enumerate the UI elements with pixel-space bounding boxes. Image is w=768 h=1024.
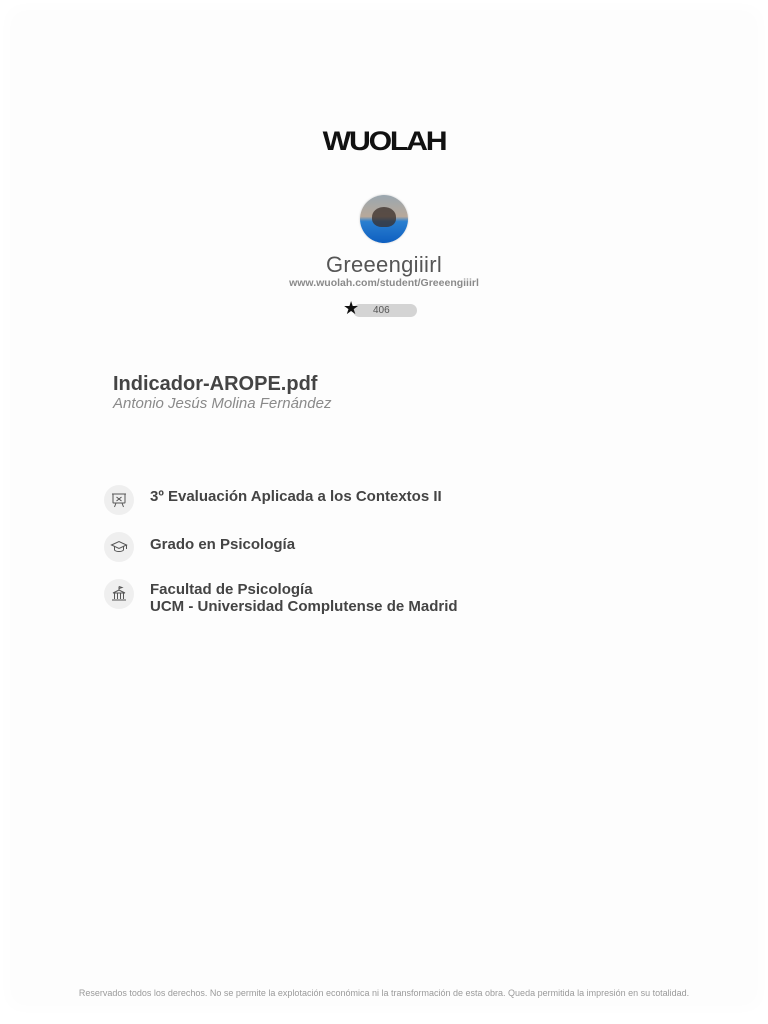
- building-icon: [104, 579, 134, 609]
- copyright-notice: Reservados todos los derechos. No se permite la explotación económica ni la transformación de esta obra. Queda permitida la impresión en su totalidad.: [78, 988, 690, 998]
- presentation-board-icon: [104, 485, 134, 515]
- degree-name: Grado en Psicología: [150, 536, 296, 553]
- points-badge: [343, 298, 418, 318]
- document-title: Indicador-AROPE.pdf: [113, 373, 318, 395]
- university-name: UCM - Universidad Complutense de Madrid: [150, 598, 458, 615]
- avatar-figure: [372, 207, 396, 227]
- graduation-cap-icon: [104, 532, 134, 562]
- wuolah-logo[interactable]: WUOLAH: [322, 126, 446, 156]
- points-value: 406: [373, 305, 390, 316]
- avatar[interactable]: [360, 195, 408, 243]
- username[interactable]: Greeengiiirl: [325, 252, 443, 277]
- faculty-name: Facultad de Psicología: [150, 581, 313, 598]
- profile-url-link[interactable]: www.wuolah.com/student/Greeengiiirl: [289, 277, 479, 289]
- course-name: 3º Evaluación Aplicada a los Contextos II: [150, 488, 442, 505]
- star-icon: ★: [343, 298, 360, 318]
- document-author: Antonio Jesús Molina Fernández: [113, 395, 332, 412]
